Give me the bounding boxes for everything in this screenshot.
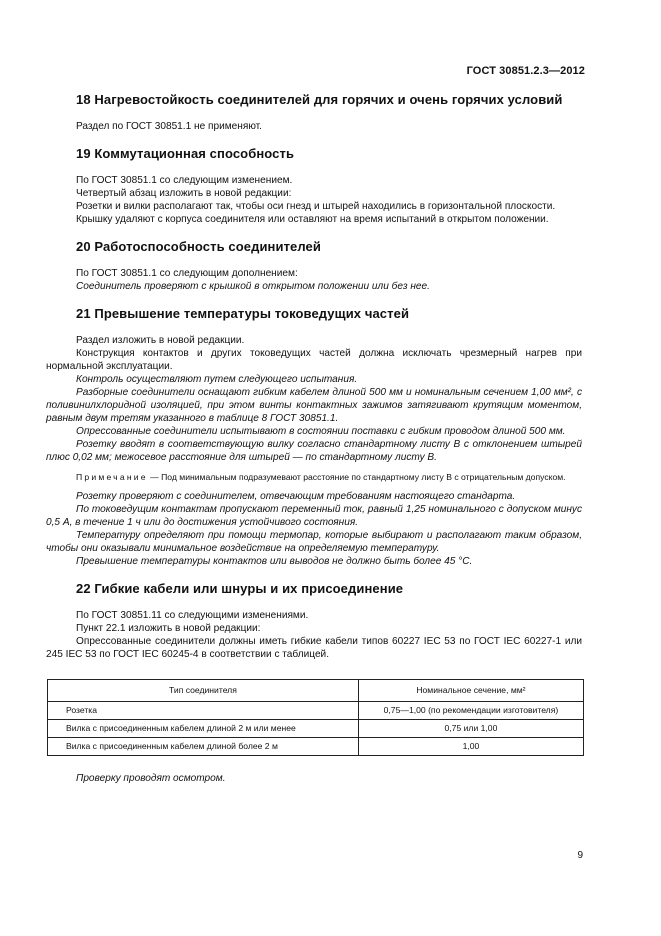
table-cell-value: 0,75 или 1,00 [358,720,583,738]
table-row [48,738,584,756]
table-header-row [48,680,584,702]
document-header: ГОСТ 30851.2.3—2012 [466,65,585,77]
table-cell-value: 1,00 [358,738,583,756]
section-21-para-4-text: Разборные соединители оснащают гибким кабелем длиной 500 мм и номинальным сечением 1,00 мм², с поливинилхлоридной изоляцией, при этом винты контактных зажимов затягивают крутящим моментом, равным двум третям указанного в таблице 8 ГОСТ 30851.1. [46,387,582,424]
section-21-para-10: Превышение температуры контактов или выводов не должно быть более 45 °С. [76,556,473,567]
section-19-title: 19 Коммутационная способность [76,146,295,161]
section-21-para-9 [46,529,582,555]
section-20 [76,239,582,293]
table-cell-value: 0,75—1,00 (по рекомендации изготовителя) [358,702,583,720]
section-19-para-3-text: Розетки и вилки располагают так, чтобы оси гнезд и штырей находились в горизонтальной плоскости. [76,201,556,212]
table-row [48,702,584,720]
section-20-title: 20 Работоспособность соединителей [76,239,321,254]
section-21-para-6-text: Розетку вводят в соответствующую вилку согласно стандартному листу B с отклонением штырей плюс 0,02 мм; межосевое расстояние для штырей — по стандартному листу B. [46,439,582,463]
section-21-para-8-text: По токоведущим контактам пропускают переменный ток, равный 1,25 номинального с допуском минус 0,5 А, в течение 1 ч или до достижения устойчивого состояния. [46,504,582,528]
section-21 [46,306,582,568]
page-number: 9 [577,850,583,861]
section-21-para-6 [46,438,582,464]
table-cell-type: Розетка [48,702,359,720]
section-22-para-1: По ГОСТ 30851.11 со следующими изменениями. [76,610,309,621]
table-cell-type: Вилка с присоединенным кабелем длиной 2 м или менее [48,720,359,738]
section-22-para-3-text: Опрессованные соединители должны иметь гибкие кабели типов 60227 IEC 53 по ГОСТ IEC 60227-1 или 245 IEC 53 по ГОСТ IEC 60245-4 в соответствии с таблицей. [46,636,582,660]
section-21-note [46,471,582,483]
section-22-para-2: Пункт 22.1 изложить в новой редакции: [76,623,261,634]
section-18 [76,92,582,133]
section-21-para-2-text: Конструкция контактов и других токоведущих частей должна исключать чрезмерный нагрев при нормальной эксплуатации. [46,348,582,372]
section-20-para-1: По ГОСТ 30851.1 со следующим дополнением: [76,268,298,279]
table-cell-type: Вилка с присоединенным кабелем длиной более 2 м [48,738,359,756]
section-21-para-5 [46,425,582,438]
table-header-type: Тип соединителя [48,680,359,702]
note-text: — Под минимальным подразумевают расстояние по стандартному листу B с отрицательным допуском. [147,472,566,482]
section-18-title: 18 Нагревостойкость соединителей для горячих и очень горячих условий [76,92,563,107]
section-20-para-2: Соединитель проверяют с крышкой в открытом положении или без нее. [76,281,430,292]
section-18-text: Раздел по ГОСТ 30851.1 не применяют. [76,121,262,132]
section-21-para-7: Розетку проверяют с соединителем, отвечающим требованиям настоящего стандарта. [76,491,516,502]
section-21-para-8 [46,503,582,529]
document-body [46,92,582,798]
table-header-section: Номинальное сечение, мм² [358,680,583,702]
note-label: Примечание [76,472,148,482]
section-21-para-9-text: Температуру определяют при помощи термопар, которые выбирают и располагают таким образом, чтобы они оказывали минимальное воздействие на определяемую температуру. [46,530,582,554]
section-19-para-2: Четвертый абзац изложить в новой редакции: [76,188,292,199]
section-22 [46,581,582,785]
section-19-para-3 [46,200,582,213]
section-21-title: 21 Превышение температуры токоведущих частей [76,306,410,321]
section-21-para-2 [46,347,582,373]
cable-table [47,679,584,756]
section-21-para-1: Раздел изложить в новой редакции. [76,335,245,346]
section-22-title: 22 Гибкие кабели или шнуры и их присоединение [76,581,404,596]
table-row [48,720,584,738]
section-22-para-3 [46,635,582,661]
section-19-para-4: Крышку удаляют с корпуса соединителя или оставляют на время испытаний в открытом положении. [76,214,549,225]
section-21-para-5-text: Опрессованные соединители испытывают в состоянии поставки с гибким проводом длиной 500 мм. [76,426,566,437]
section-19 [76,146,582,226]
section-21-para-3: Контроль осуществляют путем следующего испытания. [76,374,358,385]
section-22-para-4: Проверку проводят осмотром. [76,773,226,784]
section-21-para-4 [46,386,582,425]
section-19-para-1: По ГОСТ 30851.1 со следующим изменением. [76,175,293,186]
